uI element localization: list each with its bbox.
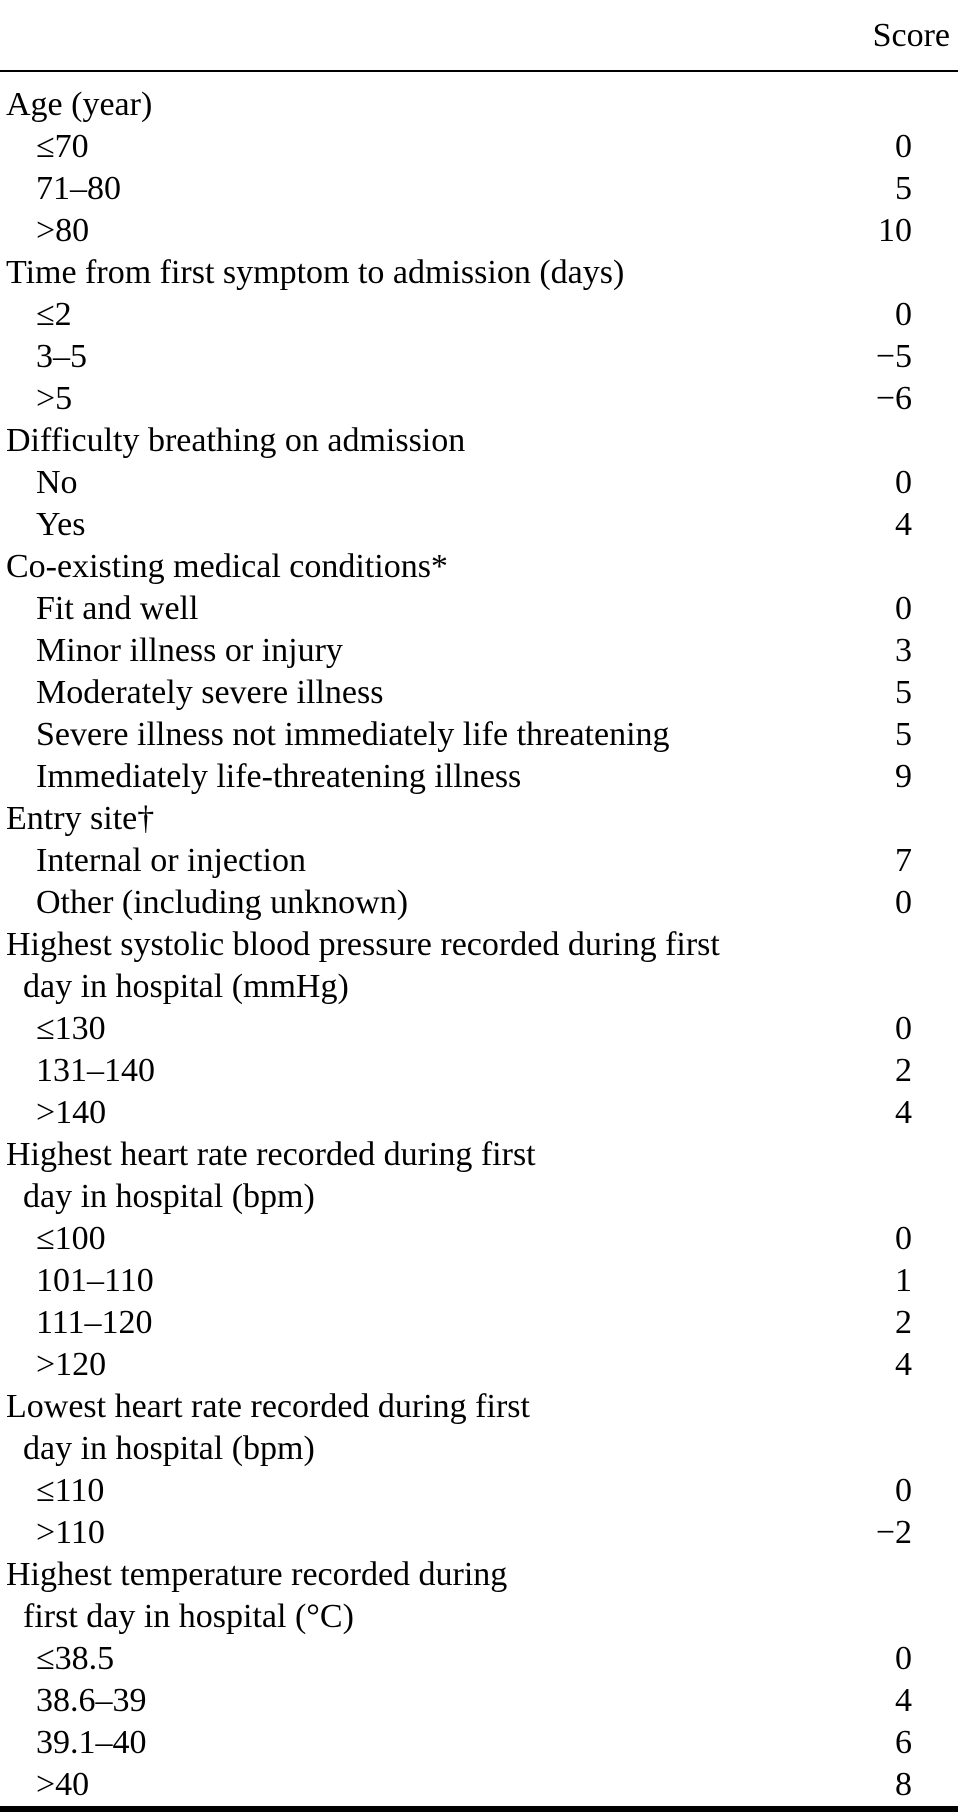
row-label: Fit and well [36,590,199,627]
row-score-value: 0 [895,884,912,921]
section-header-text: Highest systolic blood pressure recorded during first [6,926,720,963]
row-label: >40 [36,1766,90,1803]
row-score-value: 5 [895,674,912,711]
row-score-value: 8 [895,1766,912,1803]
section-header-row [0,924,958,966]
row-score-value: 1 [895,1262,912,1299]
row-score-value: 5 [895,716,912,753]
table-row [0,1092,958,1134]
section-header-text: first day in hospital (°C) [23,1598,354,1635]
row-label: 3–5 [36,338,87,375]
table-row [0,630,958,672]
table-row [0,1050,958,1092]
row-score-value: 4 [895,1682,912,1719]
row-label: >120 [36,1346,107,1383]
table-row [0,1638,958,1680]
score-column-header: Score [872,17,950,54]
row-label: 39.1–40 [36,1724,147,1761]
table-row [0,336,958,378]
row-label: >110 [36,1514,105,1551]
table-row [0,1344,958,1386]
row-score-value: 0 [895,128,912,165]
row-label: 101–110 [36,1262,154,1299]
table-row [0,1680,958,1722]
row-label: >140 [36,1094,107,1131]
table-row [0,882,958,924]
section-header-continuation-row [0,1428,958,1470]
table-row [0,168,958,210]
row-label: 38.6–39 [36,1682,147,1719]
section-header-row [0,798,958,840]
section-header-text: day in hospital (bpm) [23,1430,315,1467]
row-score-value: −2 [875,1514,912,1551]
row-score-value: 4 [895,506,912,543]
row-label: Internal or injection [36,842,307,879]
table-row [0,294,958,336]
row-score-value: 2 [895,1304,912,1341]
row-label: Minor illness or injury [36,632,343,669]
table-row [0,1302,958,1344]
row-label: Yes [36,506,86,543]
row-label: Immediately life-threatening illness [36,758,522,795]
section-header-text: day in hospital (bpm) [23,1178,315,1215]
section-header-row [0,546,958,588]
table-row [0,756,958,798]
row-score-value: 0 [895,296,912,333]
row-label: 131–140 [36,1052,155,1089]
row-label: >80 [36,212,90,249]
table-header-row [0,0,958,72]
row-label: Severe illness not immediately life threatening [36,716,670,753]
row-score-value: 0 [895,1472,912,1509]
table-row [0,504,958,546]
section-header-text: Highest temperature recorded during [6,1556,508,1593]
table-row [0,1218,958,1260]
row-label: No [36,464,78,501]
row-label: ≤110 [36,1472,105,1509]
row-label: Other (including unknown) [36,884,409,921]
section-header-text: Highest heart rate recorded during first [6,1136,536,1173]
section-header-continuation-row [0,1596,958,1638]
section-header-text: Entry site† [6,800,155,837]
table-row [0,210,958,252]
table-row [0,1470,958,1512]
section-header-text: Difficulty breathing on admission [6,422,466,459]
row-score-value: 0 [895,590,912,627]
row-score-value: −6 [875,380,912,417]
row-score-value: 2 [895,1052,912,1089]
row-score-value: 3 [895,632,912,669]
row-label: ≤2 [36,296,72,333]
table-row [0,714,958,756]
table-row [0,588,958,630]
row-label: ≤70 [36,128,89,165]
row-score-value: 4 [895,1094,912,1131]
row-score-value: 4 [895,1346,912,1383]
section-header-row [0,420,958,462]
row-score-value: 0 [895,1640,912,1677]
row-score-value: 0 [895,1010,912,1047]
table-row [0,1722,958,1764]
table-row [0,672,958,714]
row-score-value: 9 [895,758,912,795]
table-row [0,840,958,882]
table-row [0,1764,958,1806]
row-label: Moderately severe illness [36,674,384,711]
row-label: ≤38.5 [36,1640,115,1677]
row-score-value: 0 [895,464,912,501]
section-header-text: Lowest heart rate recorded during first [6,1388,530,1425]
table-body [0,72,958,1812]
section-header-continuation-row [0,1176,958,1218]
section-header-text: Co-existing medical conditions* [6,548,448,585]
section-header-continuation-row [0,966,958,1008]
row-score-value: 5 [895,170,912,207]
row-label: ≤130 [36,1010,106,1047]
section-header-row [0,1386,958,1428]
section-header-row [0,84,958,126]
table-row [0,1260,958,1302]
table-row [0,1008,958,1050]
row-score-value: 0 [895,1220,912,1257]
row-label: 71–80 [36,170,121,207]
row-score-value: −5 [875,338,912,375]
section-header-row [0,1134,958,1176]
row-label: ≤100 [36,1220,106,1257]
section-header-text: Time from first symptom to admission (days) [6,254,625,291]
table-row [0,126,958,168]
table-row [0,462,958,504]
table-row [0,378,958,420]
row-score-value: 7 [895,842,912,879]
section-header-text: day in hospital (mmHg) [23,968,349,1005]
row-label: >5 [36,380,73,417]
row-label: 111–120 [36,1304,153,1341]
row-score-value: 6 [895,1724,912,1761]
section-header-row [0,252,958,294]
section-header-text: Age (year) [6,86,153,123]
section-header-row [0,1554,958,1596]
row-score-value: 10 [878,212,912,249]
table-row [0,1512,958,1554]
